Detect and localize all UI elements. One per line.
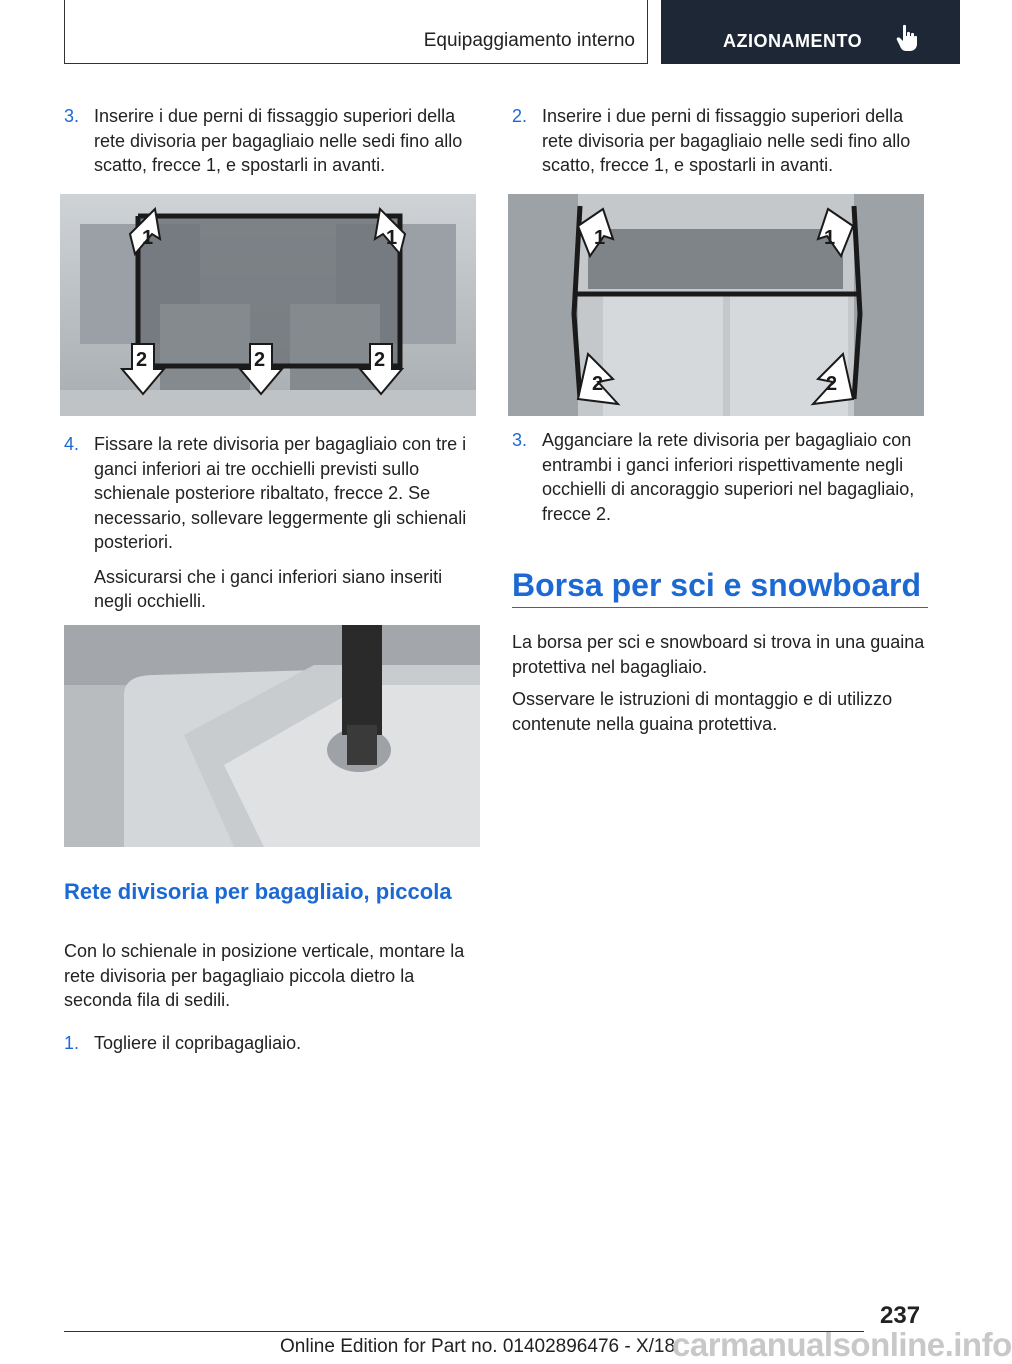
section-heading-ski-bag: Borsa per sci e snowboard <box>512 567 922 603</box>
step-number: 3. <box>512 430 528 450</box>
step-number: 4. <box>64 434 80 454</box>
ski-bag-paragraph-2: Osservare le istruzioni di montaggio e di utilizzo contenute nella guaina protettiva. <box>512 689 893 734</box>
step-text: Inserire i due perni di fissaggio superiori della rete divisoria per bagagliaio nelle sedi fino allo scatto, frecce 1, e spostarli in avanti. <box>94 106 463 175</box>
left-step-3 <box>64 104 480 178</box>
callout-2-right: 2 <box>374 349 386 371</box>
callout-2-left: 2 <box>136 349 148 371</box>
step-text: Agganciare la rete divisoria per bagagliaio con entrambi i ganci inferiori rispettivamente negli occhielli di ancoraggio superiori nel bagagliaio, frecce 2. <box>542 430 915 524</box>
header-chapter-title: AZIONAMENTO <box>723 31 863 51</box>
header-section-title: Equipaggiamento interno <box>423 30 635 51</box>
header-chapter-box <box>661 0 960 64</box>
header-section-box <box>64 0 648 64</box>
callout-2-left: 2 <box>592 373 604 395</box>
callout-2-right: 2 <box>826 373 838 395</box>
callout-1-left: 1 <box>142 227 154 249</box>
heading-rule <box>512 607 928 608</box>
left-step-1 <box>64 1031 480 1056</box>
step-text: Inserire i due perni di fissaggio superiori della rete divisoria per bagagliaio nelle sedi fino allo scatto, frecce 1, e spostarli in avanti. <box>542 106 911 175</box>
callout-1-right: 1 <box>386 227 398 249</box>
figure-hook-eyelet-detail <box>64 625 480 847</box>
left-intro <box>64 939 480 1013</box>
right-paragraphs <box>512 630 928 736</box>
figure-net-small-installation <box>508 194 924 416</box>
intro-paragraph: Con lo schienale in posizione verticale, montare la rete divisoria per bagagliaio piccola dietro la seconda fila di sedili. <box>64 941 465 1010</box>
watermark: carmanualsonline.info <box>672 1326 1012 1363</box>
callout-1-right: 1 <box>824 227 836 249</box>
step-number: 1. <box>64 1033 80 1053</box>
callout-2-center: 2 <box>254 349 266 371</box>
step-text: Fissare la rete divisoria per bagagliaio con tre i ganci inferiori ai tre occhielli previsti sullo schienale posteriore ribaltato, frecce 2. Se necessario, sollevare leggermente gli schienali posteriori. <box>94 434 467 552</box>
callout-1-left: 1 <box>594 227 606 249</box>
left-step-4 <box>64 432 480 614</box>
step-text: Togliere il copribagagliaio. <box>94 1033 302 1053</box>
footer-edition: Online Edition for Part no. 01402896476 - X/18 <box>280 1336 676 1357</box>
hand-pointer-icon <box>895 24 919 52</box>
figure-net-large-installation <box>60 194 476 416</box>
step-note: Assicurarsi che i ganci inferiori siano inseriti negli occhielli. <box>94 566 443 611</box>
step-number: 3. <box>64 106 80 126</box>
section-heading-small-net: Rete divisoria per bagagliaio, piccola <box>64 879 452 904</box>
page-number: 237 <box>880 1302 921 1329</box>
step-number: 2. <box>512 106 528 126</box>
right-step-2 <box>512 104 928 178</box>
ski-bag-paragraph-1: La borsa per sci e snowboard si trova in una guaina protettiva nel bagagliaio. <box>512 632 925 677</box>
right-step-3 <box>512 428 928 526</box>
